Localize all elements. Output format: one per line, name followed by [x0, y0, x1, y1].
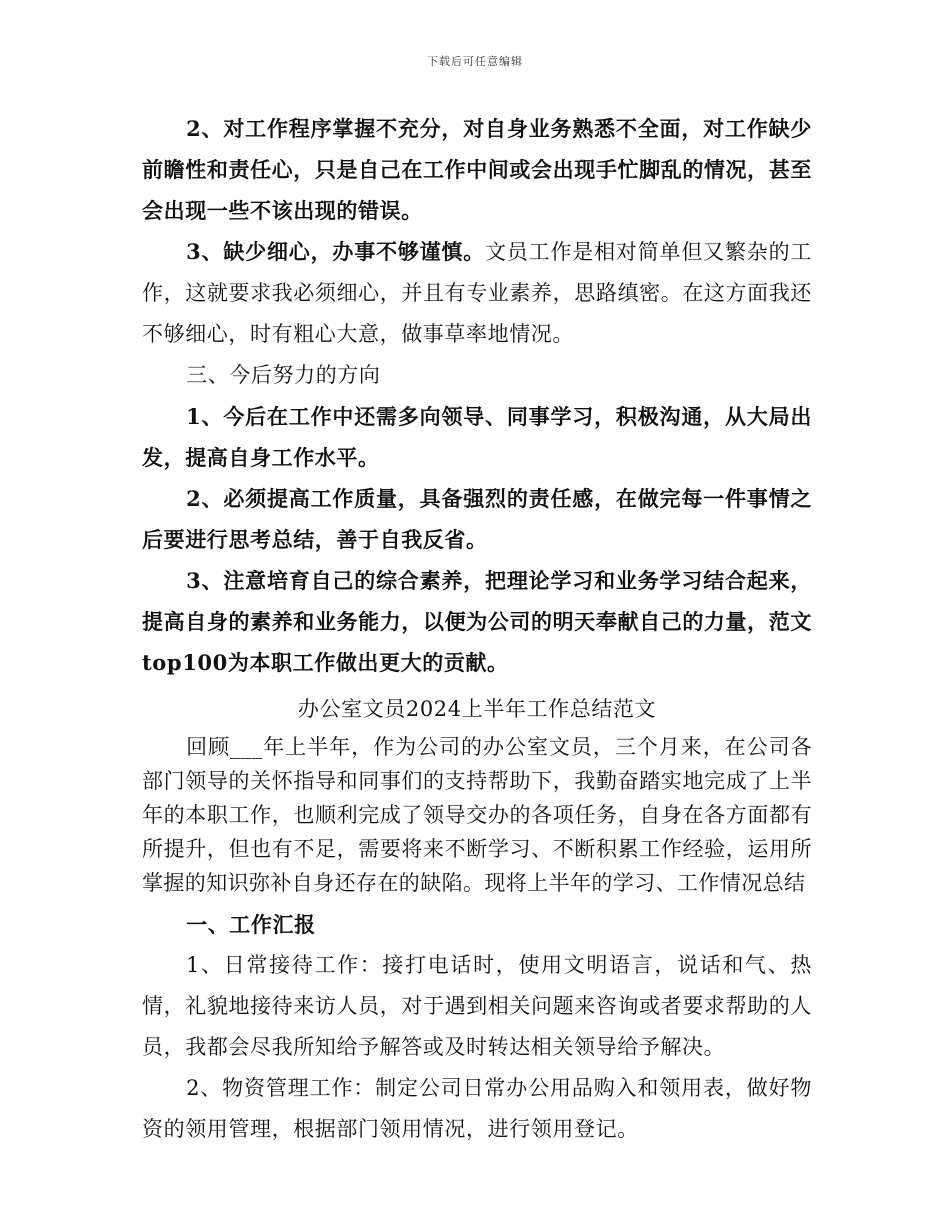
paragraph-shortcoming-3-rest: 文员工作是相对简单但又繁杂的工作，这就要求我必须细心，并且有专业素养，思路缜密。在这方面我还不够细心，时有粗心大意，做事草率地情况。 — [142, 240, 813, 346]
page-header: 下载后可任意编辑 — [427, 55, 523, 68]
section-heading-future: 三、今后努力的方向 — [186, 363, 381, 387]
section-heading-report: 一、工作汇报 — [186, 912, 316, 937]
document-body — [142, 108, 812, 1150]
paragraph-future-2: 2、必须提高工作质量，具备强烈的责任感，在做完每一件事情之后要进行思考总结，善于自我反省。 — [142, 486, 812, 552]
paragraph-future-3: 3、注意培育自己的综合素养，把理论学习和业务学习结合起来，提高自身的素养和业务能力，以便为公司的明天奉献自己的力量，范文top100为本职工作做出更大的贡献。 — [142, 568, 812, 675]
article-title: 办公室文员2024上半年工作总结范文 — [297, 697, 657, 721]
paragraph-shortcoming-3-lead: 3、缺少细心，办事不够谨慎。 — [186, 239, 486, 264]
paragraph-shortcoming-3 — [142, 231, 812, 355]
paragraph-intro: 回顾___年上半年，作为公司的办公室文员，三个月来，在公司各部门领导的关怀指导和同事们的支持帮助下，我勤奋踏实地完成了上半年的本职工作，也顺利完成了领导交办的各项任务，自身在各方面都有所提升，但也有不足，需要将来不断学习、不断积累工作经验，运用所掌握的知识弥补自身还存在的缺陷。现将上半年的学习、工作情况总结 — [142, 735, 812, 895]
paragraph-future-1: 1、今后在工作中还需多向领导、同事学习，积极沟通，从大局出发，提高自身工作水平。 — [142, 404, 812, 470]
paragraph-reception: 1、日常接待工作：接打电话时，使用文明语言，说话和气、热情，礼貌地接待来访人员，对于遇到相关问题来咨询或者要求帮助的人员，我都会尽我所知给予解答或及时转达相关领导给予解决。 — [142, 953, 812, 1059]
paragraph-supplies: 2、物资管理工作：制定公司日常办公用品购入和领用表，做好物资的领用管理，根据部门领用情况，进行领用登记。 — [142, 1076, 812, 1141]
paragraph-shortcoming-2: 2、对工作程序掌握不充分，对自身业务熟悉不全面，对工作缺少前瞻性和责任心，只是自己在工作中间或会出现手忙脚乱的情况，甚至会出现一些不该出现的错误。 — [142, 116, 812, 223]
